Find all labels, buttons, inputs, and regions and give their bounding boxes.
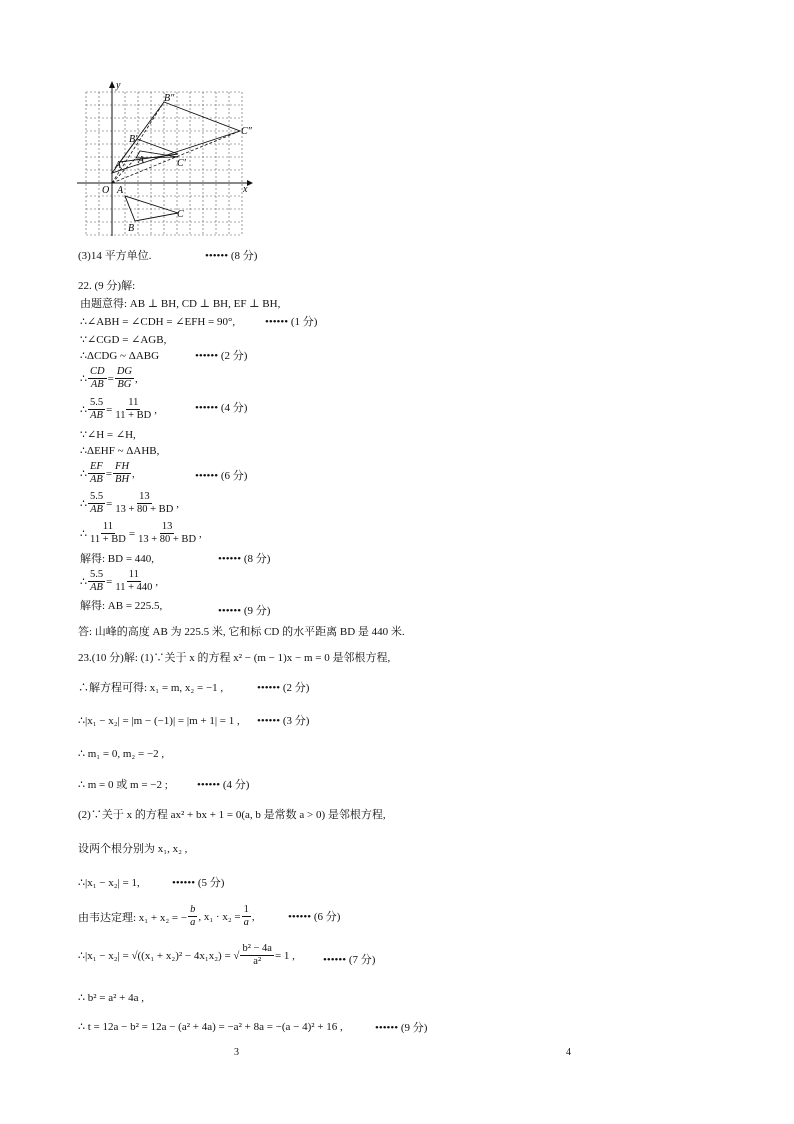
q22-fraction6: ∴ $\frac{5.5}{AB}$ = $\frac{11}{11 + 440}$ , — [80, 569, 159, 593]
q22-line3: ∵∠CGD = ∠AGB, — [80, 334, 167, 346]
q22-line4: ∴ΔCDG ~ ΔABG — [80, 350, 160, 362]
x-axis-label: x — [243, 184, 248, 195]
page-number-right: 4 — [566, 1047, 571, 1058]
fraction: $\frac{EF}{AB}$ — [90, 461, 103, 485]
q22-line5: ∵∠H = ∠H, — [80, 429, 136, 441]
q23-line11: ∴ b² = a² + 4a , — [78, 992, 145, 1004]
y-axis-label: y — [116, 80, 121, 91]
label-a-prime: A′ — [115, 160, 124, 171]
q22-answer: 答: 山峰的高度 AB 为 225.5 米, 它和标 CD 的水平距离 BD 是 440 米. — [78, 626, 405, 638]
fraction: $\frac{11}{11 + BD}$ — [90, 521, 126, 545]
fraction: $\frac{13}{13 + 80 + BD}$ — [138, 521, 197, 545]
q23-line9: 由韦达定理: x₁ + x₂ = − $\frac{b}{a}$ , x₁ · x₂ = $\frac{1}{a}$ , — [78, 904, 255, 928]
q22-line8-score: •••••• (9 分) — [218, 605, 271, 617]
q23-line1: 23.(10 分)解: (1)∵关于 x 的方程 x² − (m − 1)x − m = 0 是邻根方程, — [78, 652, 391, 664]
label-a-axis: A — [117, 185, 124, 196]
q22-header: 22. (9 分)解: — [78, 280, 136, 292]
q23-line10: ∴|x₁ − x₂| = √((x₁ + x₂)² − 4x₁x₂) = √ $\frac{\text{b² − 4a}}{\text{a²}}$ = 1 , — [78, 943, 295, 967]
q22-line7: 解得: BD = 440, — [80, 553, 155, 565]
q22-line2-score: •••••• (1 分) — [265, 316, 318, 328]
fraction: $\frac{11}{11 + 440}$ — [115, 569, 153, 593]
label-c-lower: C — [177, 209, 184, 220]
q22-line1: 由题意得: AB ⊥ BH, CD ⊥ BH, EF ⊥ BH, — [80, 298, 281, 310]
fraction: $\frac{5.5}{AB}$ — [90, 491, 104, 515]
q23-line3-score: •••••• (3 分) — [257, 715, 310, 727]
fraction: $\frac{11}{11 + BD}$ — [115, 397, 152, 421]
q23-line5: ∴ m = 0 或 m = −2 ; — [78, 779, 168, 791]
therefore-symbol: ∴ — [80, 373, 87, 385]
q23-line8: ∴|x₁ − x₂| = 1, — [78, 877, 140, 889]
label-b-double-prime: B″ — [164, 93, 175, 104]
fraction: $\frac{\text{b² − 4a}}{\text{a²}}$ — [242, 943, 272, 967]
q23-line4: ∴ m₁ = 0, m₂ = −2 , — [78, 748, 165, 760]
q22-f3-score: •••••• (6 分) — [195, 470, 248, 482]
q21-part3: (3)14 平方单位. — [78, 250, 152, 262]
q23-line5-score: •••••• (4 分) — [197, 779, 250, 791]
y-axis-arrow — [109, 81, 115, 88]
label-b-prime: B′ — [129, 134, 138, 145]
q23-line9-score: •••••• (6 分) — [288, 911, 341, 923]
fraction: $\frac{5.5}{AB}$ — [90, 569, 104, 593]
page-number-left: 3 — [234, 1047, 239, 1058]
q23-line10-score: •••••• (7 分) — [323, 954, 376, 966]
origin-label: O — [102, 185, 110, 196]
q23-line8-score: •••••• (5 分) — [172, 877, 225, 889]
fraction: $\frac{13}{13 + 80 + BD}$ — [115, 491, 174, 515]
coordinate-figure — [75, 78, 260, 240]
q22-line6: ∴ΔEHF ~ ΔAHB, — [80, 445, 160, 457]
q22-fraction3: ∴ $\frac{EF}{AB}$ = $\frac{FH}{BH}$ , — [80, 461, 135, 485]
triangle-lower — [125, 196, 178, 221]
q23-line12-score: •••••• (9 分) — [375, 1022, 428, 1034]
fraction: $\frac{1}{a}$ — [243, 904, 249, 928]
label-c-prime: C′ — [177, 158, 186, 169]
q23-line2: ∴解方程可得: x₁ = m, x₂ = −1 , — [78, 682, 224, 694]
q22-fraction5: ∴ $\frac{11}{11 + BD}$ = $\frac{13}{13 + 80 + BD}$ , — [80, 521, 202, 545]
q22-line7-score: •••••• (8 分) — [218, 553, 271, 565]
q23-line2-score: •••••• (2 分) — [257, 682, 310, 694]
q23-line6: (2)∵关于 x 的方程 ax² + bx + 1 = 0(a, b 是常数 a > 0) 是邻根方程, — [78, 809, 386, 821]
q23-line12: ∴ t = 12a − b² = 12a − (a² + 4a) = −a² + 8a = −(a − 4)² + 16 , — [78, 1021, 343, 1033]
label-b-lower: B — [128, 223, 135, 234]
q22-fraction4: ∴ $\frac{5.5}{AB}$ = $\frac{13}{13 + 80 + BD}$ , — [80, 491, 180, 515]
dashed-grid — [86, 92, 242, 235]
q22-f2-score: •••••• (4 分) — [195, 402, 248, 414]
fraction: $\frac{5.5}{AB}$ — [90, 397, 104, 421]
label-c-double-prime: C″ — [241, 126, 252, 137]
q22-fraction1: ∴ $\frac{CD}{AB}$ = $\frac{DG}{BG}$ , — [80, 366, 138, 390]
q21-score: •••••• (8 分) — [205, 250, 258, 262]
fraction: $\frac{CD}{AB}$ — [90, 366, 105, 390]
fraction: $\frac{FH}{BH}$ — [115, 461, 130, 485]
q22-line4-score: •••••• (2 分) — [195, 350, 248, 362]
q23-line7: 设两个根分别为 x₁, x₂ , — [78, 843, 188, 855]
q22-line2: ∴∠ABH = ∠CDH = ∠EFH = 90°, — [80, 316, 236, 328]
fraction: $\frac{DG}{BG}$ — [116, 366, 132, 390]
x-axis-arrow — [247, 180, 253, 186]
q22-line8: 解得: AB = 225.5, — [80, 600, 163, 612]
q22-fraction2: ∴ $\frac{5.5}{AB}$ = $\frac{11}{11 + BD}$ , — [80, 397, 157, 421]
q23-line3: ∴|x₁ − x₂| = |m − (−1)| = |m + 1| = 1 , — [78, 715, 240, 727]
label-a: A — [138, 155, 145, 166]
fraction: $\frac{b}{a}$ — [190, 904, 196, 928]
